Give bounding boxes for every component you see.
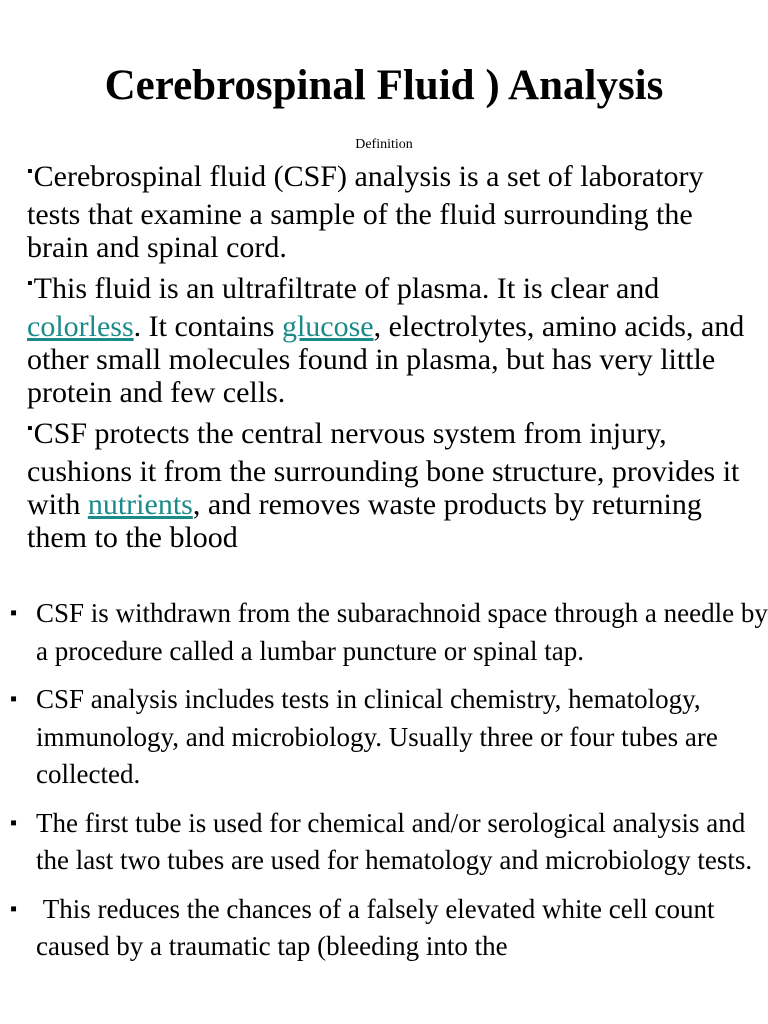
details-list (0, 595, 768, 977)
list-item-text: The first tube is used for chemical and/or serological analysis and the last two tubes are used for hematology and microbiology tests. (36, 807, 753, 875)
square-bullet-icon: ▪ (27, 163, 33, 180)
section-subtitle: Definition (355, 137, 413, 152)
text-run: CSF protects the central nervous system from injury, cushions it from the surrounding bone structure, provides it with (27, 417, 740, 521)
text-run: Cerebrospinal fluid (CSF) analysis is a set of laboratory tests that examine a sample of the fluid surrounding the brain and spinal cord. (27, 160, 704, 264)
definition-item (27, 272, 757, 409)
list-item (0, 805, 768, 880)
square-bullet-icon: ▪ (10, 688, 18, 710)
text-run: , electrolytes, amino acids, and other small molecules found in plasma, but has very little protein and few cells. (27, 310, 745, 409)
text-run: This fluid is an ultrafiltrate of plasma. It is clear and (33, 272, 660, 305)
colorless-link[interactable]: colorless (27, 310, 134, 343)
list-item-text: CSF analysis includes tests in clinical chemistry, hematology, immunology, and microbiology. Usually three or four tubes are collected. (36, 684, 718, 789)
square-bullet-icon: ▪ (27, 420, 33, 437)
list-item (0, 595, 768, 670)
square-bullet-icon: ▪ (10, 897, 18, 920)
text-run: , and removes waste products by returning them to the blood (27, 488, 702, 554)
list-item-text: This reduces the chances of a falsely elevated white cell count caused by a traumatic tap (bleeding into the (36, 893, 722, 961)
page-title: Cerebrospinal Fluid ) Analysis (104, 62, 664, 109)
list-item-text: CSF is withdrawn from the subarachnoid space through a needle by a procedure called a lumbar puncture or spinal tap. (36, 598, 768, 666)
list-item (0, 681, 768, 794)
square-bullet-icon: ▪ (27, 275, 33, 292)
square-bullet-icon: ▪ (10, 602, 18, 624)
definition-list (27, 160, 757, 562)
definition-item (27, 160, 757, 264)
text-run: . It contains (133, 310, 282, 343)
list-item (0, 891, 768, 966)
square-bullet-icon: ▪ (10, 811, 18, 834)
definition-item (27, 417, 757, 554)
glucose-link[interactable]: glucose (281, 310, 374, 343)
nutrients-link[interactable]: nutrients (87, 488, 193, 521)
